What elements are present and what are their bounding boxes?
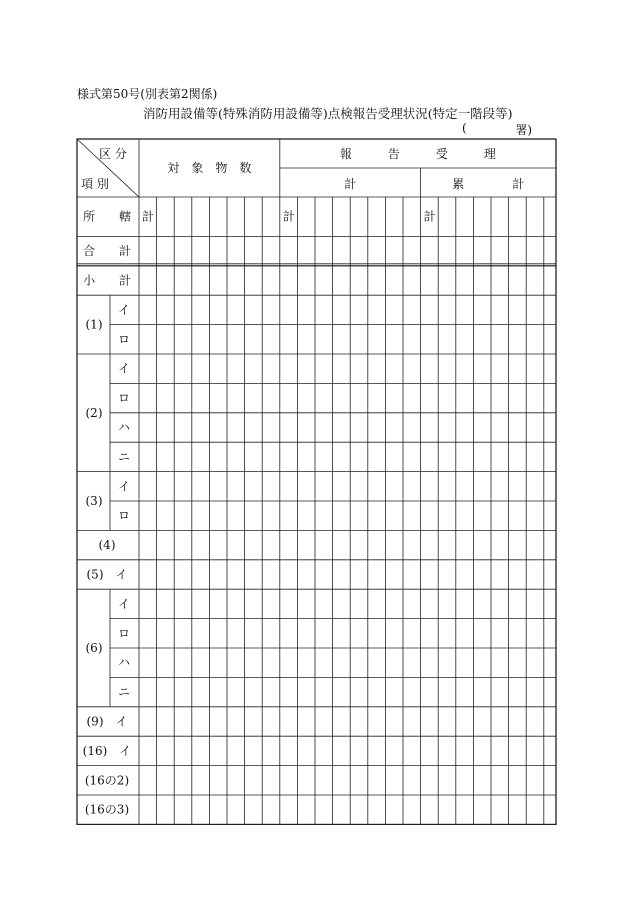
- row-group-label: (6): [85, 641, 103, 655]
- corner-label-top: 区 分: [99, 147, 127, 161]
- row-sub-label: ロ: [117, 508, 131, 523]
- row-kei-label: 計: [423, 209, 436, 224]
- row-sub-label: イ: [117, 361, 131, 376]
- col-total-header: 計: [344, 177, 357, 191]
- station-suffix: 署): [515, 123, 532, 137]
- row-group-label: (2): [85, 405, 103, 420]
- corner-label-bottom: 項 別: [81, 177, 109, 191]
- row-label-subtotal: 小 計: [82, 273, 132, 288]
- col-cumulative-header: 累 計: [452, 177, 525, 191]
- col-report-header: 報 告 受 理: [339, 147, 496, 161]
- row-label-single: (4): [98, 538, 116, 553]
- row-kei-label: 計: [282, 209, 295, 224]
- row-sub-label: ロ: [117, 626, 131, 641]
- row-label-single: (9) イ: [86, 714, 128, 729]
- table-frame: [77, 139, 556, 824]
- row-label-single: (5) イ: [86, 567, 128, 582]
- row-sub-label: ニ: [117, 685, 131, 700]
- row-group-label: (1): [85, 317, 103, 332]
- station-open-paren: (: [462, 121, 467, 135]
- row-label-single: (16の2): [84, 773, 130, 788]
- row-sub-label: イ: [117, 302, 131, 317]
- col-target-header: 対 象 物 数: [167, 161, 252, 175]
- document-title: 消防用設備等(特殊消防用設備等)点検報告受理状況(特定一階段等): [143, 106, 513, 121]
- row-sub-label: イ: [117, 596, 131, 611]
- form-number: 様式第50号(別表第2関係): [77, 87, 218, 101]
- row-sub-label: ロ: [117, 391, 131, 406]
- row-group-label: (3): [85, 494, 103, 508]
- row-sub-label: ロ: [117, 332, 131, 347]
- row-label-single: (16) イ: [82, 743, 132, 758]
- row-label-jurisdiction: 所 轄: [82, 209, 132, 224]
- row-sub-label: ハ: [117, 420, 131, 435]
- row-label-single: (16の3): [84, 802, 130, 817]
- row-sub-label: ニ: [117, 449, 131, 464]
- row-kei-label: 計: [141, 209, 155, 224]
- row-sub-label: ハ: [117, 655, 131, 670]
- row-label-grand-total: 合 計: [82, 244, 132, 259]
- row-sub-label: イ: [117, 479, 131, 494]
